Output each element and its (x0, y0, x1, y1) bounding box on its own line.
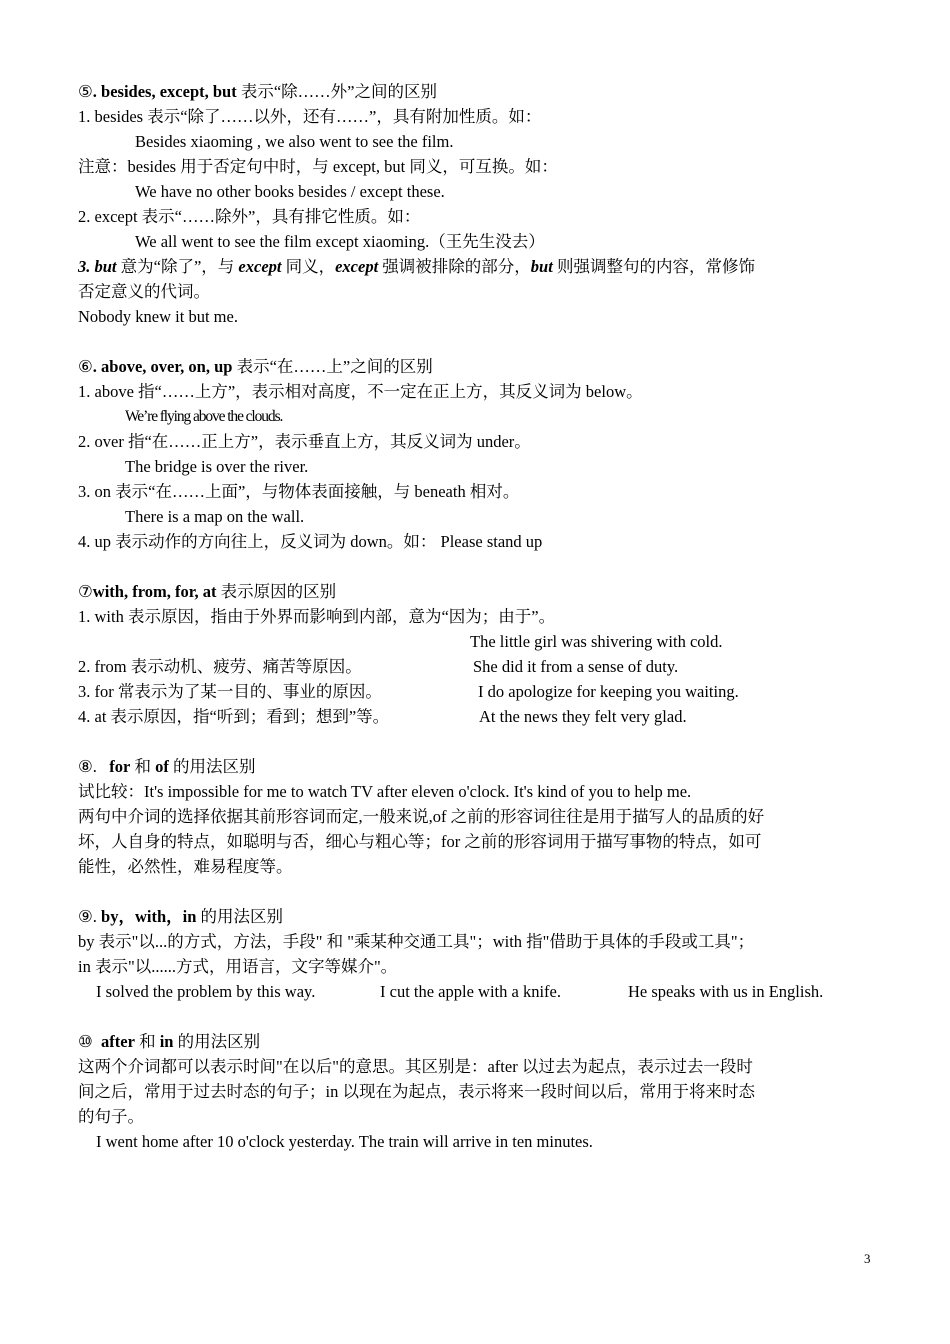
s8-para-1: 两句中介词的选择依据其前形容词而定,一般来说,of 之前的形容词往往是用于描写人的品质的好 (78, 807, 765, 826)
section-8-heading: ⑧. for 和 of 的用法区别 (78, 757, 256, 776)
s7-line-2: 2. from 表示动机、疲劳、痛苦等原因。 (78, 657, 362, 676)
section-keywords: . besides, except, but (92, 82, 237, 101)
s10-example: I went home after 10 o'clock yesterday. The train will arrive in ten minutes. (96, 1132, 593, 1151)
section-5-heading (78, 82, 437, 102)
s7-example-2: She did it from a sense of duty. (473, 657, 679, 676)
s7-line-4: 4. at 表示原因，指“听到；看到；想到”等。 (78, 707, 390, 726)
s5-note-example: We have no other books besides / except these. (135, 182, 445, 201)
s8-para-3: 能性，必然性，难易程度等。 (78, 857, 293, 876)
s10-para-3: 的句子。 (78, 1107, 144, 1126)
section-keywords: by，with，in (101, 907, 197, 926)
s5-example-1: Besides xiaoming , we also went to see the film. (135, 132, 454, 151)
s6-example-3: There is a map on the wall. (125, 507, 305, 526)
section-title-rest: 表示“除……外”之间的区别 (236, 82, 437, 101)
section-keywords: . above, over, on, up (92, 357, 233, 376)
section-title-rest: 表示原因的区别 (216, 582, 337, 601)
section-9-heading (78, 907, 283, 927)
s6-line-4: 4. up 表示动作的方向往上，反义词为 down。如： Please stand up (78, 532, 543, 551)
s7-example-1: The little girl was shivering with cold. (470, 632, 723, 651)
section-number: ⑦ (78, 582, 93, 601)
s7-example-3: I do apologize for keeping you waiting. (478, 682, 739, 701)
s5-line-1: 1. besides 表示“除了……以外，还有……”，具有附加性质。如： (78, 107, 542, 126)
s5-line-3: 3. but 意为“除了”，与 except 同义，except 强调被排除的部分，but 则强调整句的内容，常修饰 (78, 257, 755, 276)
s6-line-1: 1. above 指“……上方”，表示相对高度，不一定在正上方，其反义词为 below。 (78, 382, 643, 401)
s6-line-2: 2. over 指“在……正上方”，表示垂直上方，其反义词为 under。 (78, 432, 531, 451)
s6-example-2: The bridge is over the river. (125, 457, 309, 476)
s9-example-2: I cut the apple with a knife. (380, 982, 561, 1001)
section-title-rest: 的用法区别 (168, 757, 256, 776)
section-title-rest: 的用法区别 (173, 1032, 261, 1051)
s10-para-2: 间之后，常用于过去时态的句子；in 以现在为起点，表示将来一段时间以后，常用于将来时态 (78, 1082, 755, 1101)
section-number: ⑩ (78, 1032, 93, 1051)
s7-example-4: At the news they felt very glad. (479, 707, 687, 726)
s6-example-1: We’re flying above the clouds. (125, 408, 283, 425)
section-7-heading (78, 582, 336, 602)
section-title-rest: 的用法区别 (196, 907, 284, 926)
s8-line-1: 试比较：It's impossible for me to watch TV after eleven o'clock. It's kind of you to help me. (78, 782, 692, 801)
section-number: ⑧. (78, 757, 97, 776)
section-10-heading: ⑩ after 和 in 的用法区别 (78, 1032, 261, 1051)
s9-example-1: I solved the problem by this way. (96, 982, 316, 1001)
section-keywords: with, from, for, at (92, 582, 217, 601)
s5-line-2: 2. except 表示“……除外”，具有排它性质。如： (78, 207, 421, 226)
s5-example-3: Nobody knew it but me. (78, 307, 238, 326)
s9-line-1: by 表示"以...的方式，方法，手段" 和 "乘某种交通工具"；with 指"借助于具体的手段或工具"； (78, 932, 755, 951)
section-title-rest: 表示“在……上”之间的区别 (232, 357, 433, 376)
section-number: ⑤ (78, 82, 93, 101)
s7-line-3: 3. for 常表示为了某一目的、事业的原因。 (78, 682, 382, 701)
s5-note: 注意：besides 用于否定句中时，与 except, but 同义，可互换。如： (78, 157, 558, 176)
s7-line-1: 1. with 表示原因，指由于外界而影响到内部，意为“因为；由于”。 (78, 607, 556, 626)
section-6-heading (78, 357, 433, 377)
section-number: ⑨. (78, 907, 97, 926)
page-number: 3 (864, 1251, 871, 1266)
s8-para-2: 坏，人自身的特点，如聪明与否，细心与粗心等；for 之前的形容词用于描写事物的特点，如可 (78, 832, 762, 851)
s9-example-3: He speaks with us in English. (628, 982, 824, 1001)
s5-example-2: We all went to see the film except xiaoming.（王先生没去） (135, 232, 545, 251)
section-number: ⑥ (78, 357, 93, 376)
s10-para-1: 这两个介词都可以表示时间"在以后"的意思。其区别是：after 以过去为起点，表示过去一段时 (78, 1057, 753, 1076)
s6-line-3: 3. on 表示“在……上面”，与物体表面接触，与 beneath 相对。 (78, 482, 520, 501)
s9-line-2: in 表示"以......方式，用语言，文字等媒介"。 (78, 957, 398, 976)
s5-line-3-cont: 否定意义的代词。 (78, 282, 210, 301)
